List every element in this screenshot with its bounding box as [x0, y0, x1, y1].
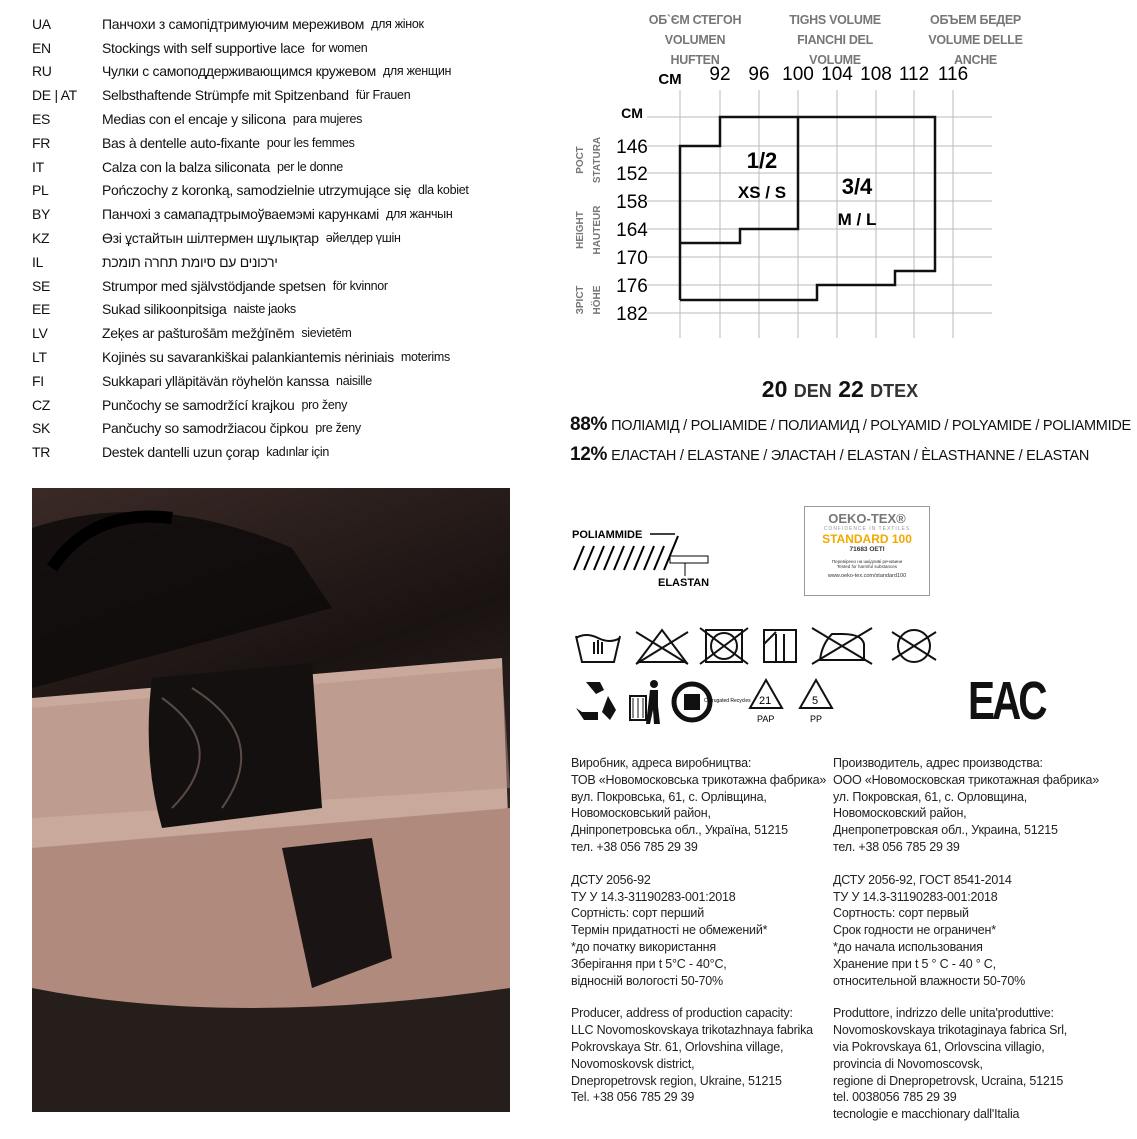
y-tick-label: 164 [616, 220, 648, 241]
address-line: tel. 0038056 785 29 39 [833, 1090, 957, 1105]
address-line: Tel. +38 056 785 29 39 [571, 1090, 695, 1105]
product-name-row [32, 369, 512, 393]
header-hips-ua: ОБ`ЄМ СТЕГОН VOLUMEN HUFTEN [648, 13, 742, 67]
address-line: тел. +38 056 785 29 39 [571, 839, 698, 854]
address-line: LLC Novomoskovskaya trikotazhnaya fabrika [571, 1023, 813, 1038]
no-tumble-dry-icon [700, 628, 748, 664]
product-audience: kadınlar için [266, 445, 329, 460]
product-audience: pro ženy [301, 397, 348, 412]
product-name-row [32, 36, 512, 60]
product-audience: für Frauen [355, 88, 411, 103]
address-line: ТУ У 14.3-31190283-001:2018 [833, 889, 998, 904]
address-line: Новомосковський район, [571, 806, 711, 821]
product-name: Өзі ұстайтын шілтермен шұлықтар [102, 230, 319, 247]
svg-text:PP: PP [810, 714, 823, 724]
recycling-symbols [572, 678, 842, 728]
address-block [833, 872, 1099, 990]
address-line: Срок годности не ограничен* [833, 923, 996, 938]
product-name-row [32, 345, 512, 369]
language-code: PL [32, 182, 49, 199]
product-audience: pre ženy [315, 421, 361, 436]
product-name-row [32, 274, 512, 298]
y-tick-label: 182 [616, 304, 648, 325]
language-code: RU [32, 63, 52, 80]
y-axis-label: HEIGHT [575, 211, 586, 249]
address-line: Виробник, адреса виробництва: [571, 756, 752, 770]
y-axis-label: STATURA [592, 136, 603, 184]
product-name: Zeķes ar pašturošām mežģīnēm [102, 325, 295, 342]
address-line: относительной влажности 50-70% [833, 973, 1026, 988]
product-name-row [32, 440, 512, 464]
product-name-row [32, 226, 512, 250]
address-line: відносній вологості 50-70% [571, 973, 723, 988]
address-block [571, 1005, 826, 1106]
product-name: Панчохі з самападтрымоўваемэмі карункамі [102, 206, 379, 223]
product-name-list [32, 12, 512, 464]
product-audience: pour les femmes [266, 135, 355, 150]
header-hips-ru: ОБЪЕМ БЕДЕР VOLUME DELLE ANCHE [928, 13, 1023, 67]
composition-elastane: 12% ЕЛАСТАН / ELASTANE / ЭЛАСТАН / ELASTAN / ÈLASTHANNE / ELASTAN [570, 444, 1090, 465]
no-bleach-icon [636, 630, 688, 664]
address-line: *до начала использования [833, 939, 983, 954]
eac-mark: EAC [968, 671, 1045, 731]
address-line: Novomoskovskaya trikotaginaya fabrica Srl, [833, 1023, 1068, 1038]
y-axis-label: HÖHE [592, 285, 603, 315]
address-ua-en [571, 755, 826, 1122]
size-3-4-letter: M / L [837, 210, 877, 229]
svg-text:ELASTAN: ELASTAN [658, 577, 710, 589]
no-dry-clean-icon [892, 630, 936, 662]
product-name: Pančuchy so samodržiacou čipkou [102, 420, 309, 437]
address-line: тел. +38 056 785 29 39 [833, 839, 960, 854]
language-code: LV [32, 325, 48, 342]
product-name-row [32, 417, 512, 441]
product-name: Kojinės su savarankiškai palankiantemis nėriniais [102, 349, 394, 366]
y-tick-label: 158 [616, 192, 648, 213]
address-line: ул. Покровская, 61, с. Орловщина, [833, 789, 1027, 804]
address-line: regione di Dnepropetrovsk, Ucraina, 51215 [833, 1073, 1064, 1088]
language-code: TR [32, 444, 51, 461]
product-audience: для женщин [382, 64, 452, 79]
language-code: SK [32, 420, 51, 437]
product-name: Sukkapari ylläpitävän röyhelön kanssa [102, 372, 330, 389]
x-tick-label: 108 [860, 64, 892, 85]
product-name: Чулки с самоподдерживающимся кружевом [102, 63, 376, 80]
address-line: Хранение при t 5 ° C - 40 ° C, [833, 956, 996, 971]
language-code: SE [32, 277, 51, 294]
language-code: FI [32, 372, 44, 389]
y-tick-label: 152 [616, 164, 648, 185]
tidy-man-icon [630, 680, 660, 724]
corrugated-recycles-icon [674, 684, 751, 720]
density: 20 DEN 22 DTEX [761, 376, 919, 402]
address-line: *до початку використання [571, 939, 716, 954]
language-code: ES [32, 111, 51, 128]
x-tick-label: 104 [821, 64, 853, 85]
address-line: Зберігання при t 5°C - 40°C, [571, 956, 727, 971]
pp-recycle-icon [800, 680, 832, 724]
address-line: ДСТУ 2056-92 [571, 872, 651, 887]
address-block [571, 755, 826, 856]
product-audience: для жанчын [386, 207, 453, 222]
recycle-icon [576, 682, 616, 720]
address-line: ТОВ «Новомосковська трикотажна фабрика» [571, 772, 827, 787]
x-tick-label: 92 [709, 64, 731, 85]
y-axis-label: РОСТ [575, 146, 586, 174]
address-block [833, 755, 1099, 856]
address-line: via Pokrovskaya 61, Orlovscina villagio, [833, 1039, 1045, 1054]
address-line: Дніпропетровська обл., Україна, 51215 [571, 823, 788, 838]
language-code: KZ [32, 230, 50, 247]
x-unit-label: CM [658, 71, 682, 88]
product-audience: per le donne [276, 159, 343, 174]
product-name-row [32, 250, 512, 274]
address-line: tecnologie e macchionary dall'Italia [833, 1107, 1020, 1122]
product-audience: naisille [336, 373, 372, 388]
y-axis-label: HAUTEUR [592, 205, 603, 255]
product-name: Selbsthaftende Strümpfe mit Spitzenband [102, 87, 349, 104]
language-code: DE | AT [32, 87, 77, 104]
x-tick-label: 116 [937, 64, 969, 85]
language-code: LT [32, 349, 47, 366]
x-tick-label: 96 [748, 64, 770, 85]
product-name: Medias con el encaje y silicona [102, 111, 286, 128]
no-iron-icon [812, 628, 872, 664]
line-dry-icon [764, 630, 796, 662]
product-audience: sievietēm [301, 326, 352, 341]
address-line: Novomoskovsk district, [571, 1056, 695, 1071]
size-3-4-number: 3/4 [841, 174, 873, 199]
language-code: IT [32, 158, 44, 175]
product-name-row [32, 179, 512, 203]
product-name-row [32, 321, 512, 345]
language-code: EN [32, 39, 51, 56]
svg-text:Corrugated Recycles: Corrugated Recycles [704, 698, 751, 704]
care-symbols [572, 624, 952, 666]
product-name-row [32, 298, 512, 322]
size-region-divider [680, 117, 798, 243]
address-line: provincia di Novomoscovsk, [833, 1056, 983, 1071]
product-audience: moterims [400, 350, 450, 365]
address-line: вул. Покровська, 61, с. Орлівщина, [571, 789, 767, 804]
product-name: Destek dantelli uzun çorap [102, 444, 260, 461]
product-name: ירכונים עם סיומת תחרה תומכת [102, 253, 278, 270]
product-audience: әйелдер үшін [325, 231, 401, 246]
svg-text:5: 5 [812, 695, 819, 707]
product-name-row [32, 107, 512, 131]
y-tick-label: 170 [616, 248, 648, 269]
language-code: FR [32, 134, 51, 151]
svg-text:PAP: PAP [757, 714, 775, 724]
product-name-row [32, 83, 512, 107]
size-region-outline [680, 117, 935, 300]
header-tighs-volume: TIGHS VOLUME FIANCHI DEL VOLUME [789, 13, 881, 67]
product-audience: for women [311, 40, 368, 55]
product-audience: dla kobiet [418, 183, 469, 198]
address-line: Сортність: сорт перший [571, 906, 704, 921]
hand-wash-icon [576, 635, 620, 662]
product-name-row [32, 131, 512, 155]
size-1-2-letter: XS / S [737, 183, 787, 202]
product-audience: för kvinnor [332, 278, 388, 293]
pap-recycle-icon [750, 680, 782, 724]
language-code: CZ [32, 396, 51, 413]
address-line: Сортность: сорт первый [833, 906, 969, 921]
language-code: IL [32, 253, 44, 270]
product-name-row [32, 12, 512, 36]
language-code: UA [32, 15, 51, 32]
fiber-diagram-icon [570, 520, 710, 590]
address-line: Producer, address of production capacity: [571, 1006, 793, 1021]
product-name-row [32, 202, 512, 226]
address-block [833, 1005, 1099, 1123]
address-ru-it [833, 755, 1099, 1139]
address-line: ДСТУ 2056-92, ГОСТ 8541-2014 [833, 872, 1012, 887]
address-line: ООО «Новомосковская трикотажная фабрика» [833, 772, 1099, 787]
language-code: EE [32, 301, 51, 318]
y-unit-label: CM [621, 105, 643, 121]
y-tick-label: 146 [616, 137, 648, 158]
product-audience: para mujeres [292, 112, 363, 127]
composition-polyamide: 88% ПОЛІАМІД / POLIAMIDE / ПОЛИАМИД / POLYAMID / POLYAMIDE / POLIAMMIDE [570, 414, 1131, 435]
product-name: Панчохи з самопідтримуючим мереживом [102, 15, 365, 32]
x-tick-label: 112 [898, 64, 930, 85]
y-axis-label: ЗРІСТ [575, 285, 586, 315]
address-line: ТУ У 14.3-31190283-001:2018 [571, 889, 736, 904]
address-line: Днепропетровская обл., Украина, 51215 [833, 823, 1058, 838]
address-line: Производитель, адрес производства: [833, 756, 1043, 770]
product-name: Calza con la balza siliconata [102, 158, 270, 175]
oeko-tex-badge: OEKO-TEX® CONFIDENCE IN TEXTILES STANDARD 100 71683 OETI Перевірено на шкідливі речовини Tested for harmful substances www.oeko-tex.com/standard100 [804, 506, 930, 596]
product-photo [32, 488, 510, 1112]
y-tick-label: 176 [616, 276, 648, 297]
address-line: Новомосковский район, [833, 806, 967, 821]
product-name: Bas à dentelle auto-fixante [102, 134, 260, 151]
product-name-row [32, 393, 512, 417]
size-1-2-number: 1/2 [746, 148, 778, 173]
address-line: Pokrovskaya Str. 61, Orlovshina village, [571, 1039, 784, 1054]
address-line: Dnepropetrovsk region, Ukraine, 51215 [571, 1073, 782, 1088]
svg-text:POLIAMMIDE: POLIAMMIDE [572, 529, 643, 541]
product-name: Sukad silikoonpitsiga [102, 301, 227, 318]
address-line: Термін придатності не обмежений* [571, 923, 768, 938]
product-name: Strumpor med självstödjande spetsen [102, 277, 326, 294]
address-block [571, 872, 826, 990]
size-chart [560, 0, 1137, 345]
product-audience: для жінок [371, 16, 424, 31]
product-name-row [32, 60, 512, 84]
x-tick-label: 100 [782, 64, 814, 85]
address-line: Produttore, indrizzo delle unita'produttive: [833, 1006, 1054, 1021]
language-code: BY [32, 206, 51, 223]
product-name: Pończochy z koronką, samodzielnie utrzymujące się [102, 182, 412, 199]
svg-text:21: 21 [759, 695, 772, 707]
product-name: Stockings with self supportive lace [102, 39, 305, 56]
product-name: Punčochy se samodržící krajkou [102, 396, 295, 413]
product-name-row [32, 155, 512, 179]
product-audience: naiste jaoks [233, 302, 296, 317]
